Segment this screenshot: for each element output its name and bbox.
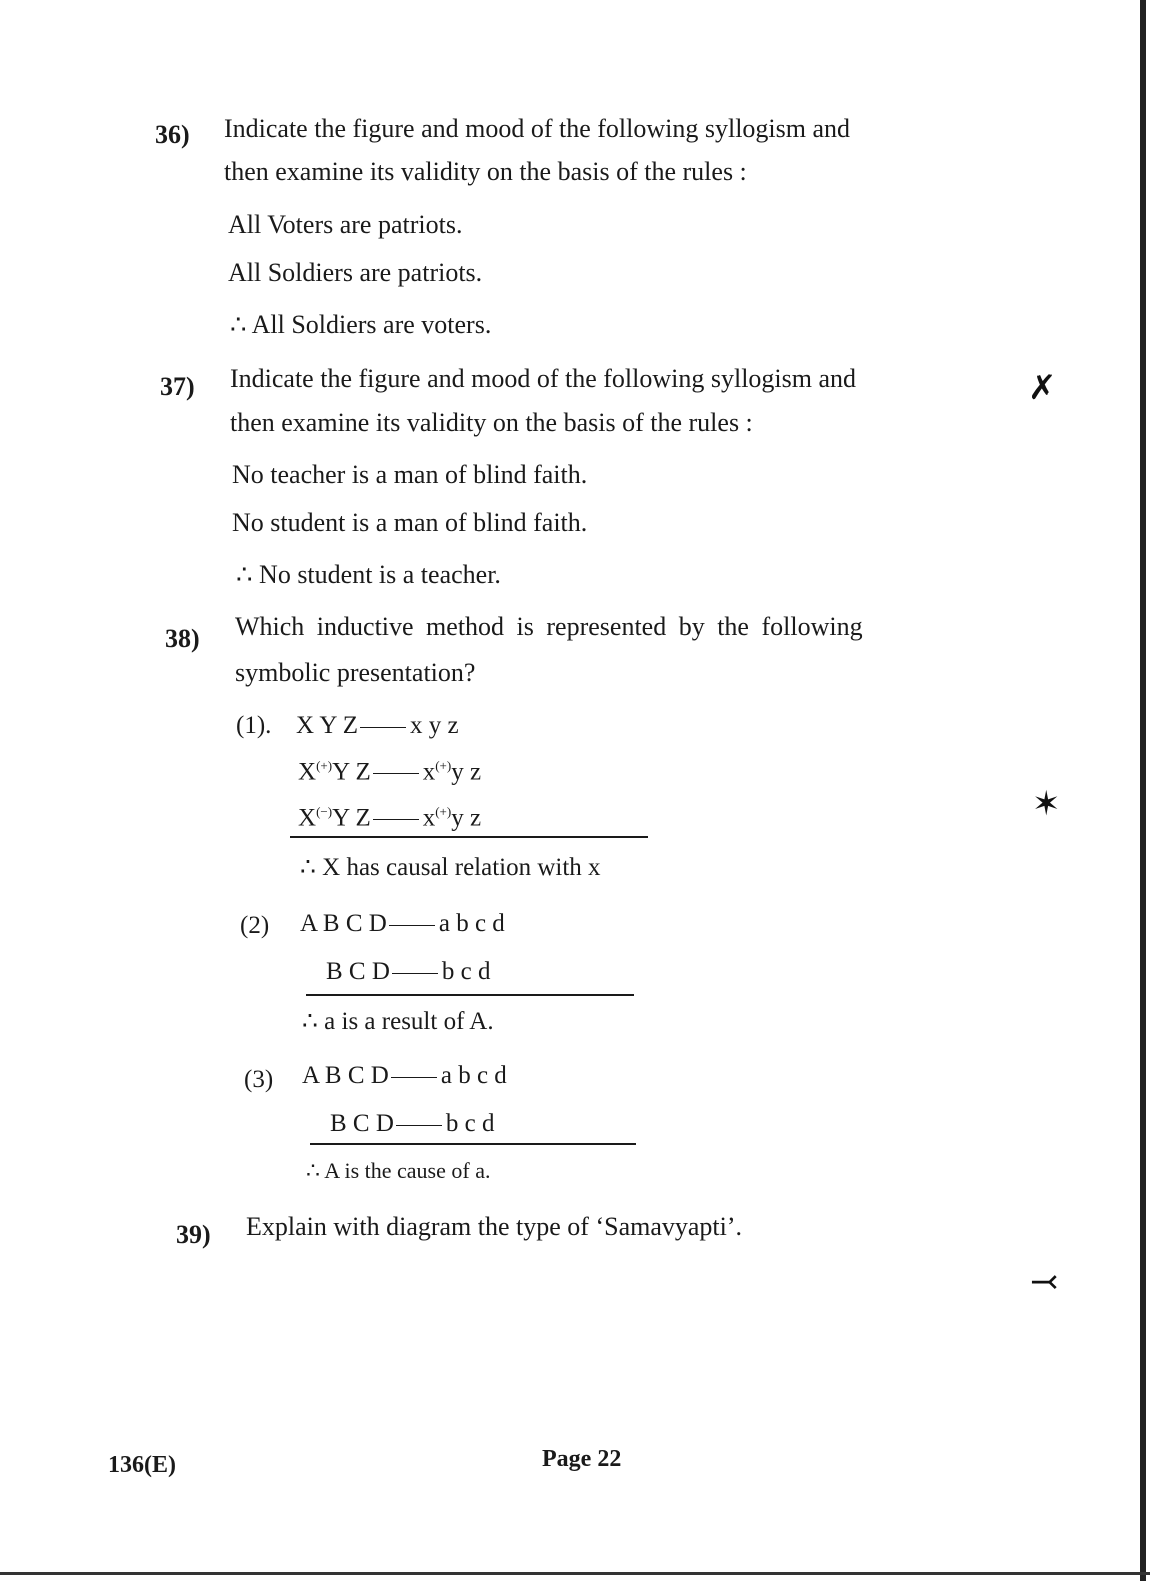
row-left: X <box>298 758 317 786</box>
method-label: (3) <box>244 1066 274 1093</box>
dash-icon <box>392 973 438 974</box>
row-right: a b c d <box>438 910 505 937</box>
dash-icon <box>360 727 406 728</box>
row-right: y z <box>451 758 482 786</box>
page-number: Page 22 <box>542 1446 622 1472</box>
row-left: A B C D <box>300 910 387 937</box>
row-left: Y Z <box>332 804 371 832</box>
conclusion-rule <box>290 836 648 838</box>
conclusion: ∴ X has causal relation with x <box>300 854 601 881</box>
conclusion-rule <box>310 1143 636 1145</box>
premise: No student is a man of blind faith. <box>232 508 588 537</box>
symbolic-row <box>298 804 481 832</box>
symbolic-row <box>330 1110 495 1138</box>
question-number: 36) <box>155 120 190 149</box>
bottom-edge <box>0 1572 1150 1575</box>
row-left: X <box>298 804 317 832</box>
conclusion: ∴ a is a result of A. <box>302 1008 494 1035</box>
question-text: Indicate the figure and mood of the following syllogism and <box>230 364 857 393</box>
method-label: (1). <box>236 712 272 739</box>
sign-superscript: (+) <box>435 758 452 773</box>
row-left: A B C D <box>302 1062 389 1089</box>
symbolic-row <box>300 910 505 938</box>
speck-mark-icon: ✶ <box>1032 786 1061 823</box>
row-right: b c d <box>441 958 491 985</box>
speck-mark-icon: ✗ <box>1028 370 1057 407</box>
row-right: x <box>422 804 436 832</box>
question-text: then examine its validity on the basis of the rules : <box>230 408 753 437</box>
speck-mark-icon: ⤙ <box>1030 1264 1059 1301</box>
row-right: b c d <box>445 1110 495 1137</box>
row-left: Y Z <box>332 758 371 786</box>
row-right: x y z <box>410 712 459 739</box>
dash-icon <box>391 1077 437 1078</box>
question-number: 38) <box>165 624 200 653</box>
question-text: Explain with diagram the type of ‘Samavyapti’. <box>246 1212 743 1241</box>
dash-icon <box>389 925 435 926</box>
question-text: symbolic presentation? <box>235 658 476 687</box>
conclusion: ∴ A is the cause of a. <box>306 1158 491 1183</box>
conclusion: ∴ All Soldiers are voters. <box>230 310 492 339</box>
conclusion: ∴ No student is a teacher. <box>236 560 501 589</box>
row-right: x <box>422 758 436 786</box>
paper-code: 136(E) <box>108 1452 176 1478</box>
dash-icon <box>373 773 419 774</box>
sign-superscript: (+) <box>435 804 452 819</box>
question-number: 39) <box>176 1220 211 1249</box>
symbolic-row <box>302 1062 507 1090</box>
dash-icon <box>396 1125 442 1126</box>
sign-superscript: (−) <box>316 804 333 819</box>
question-text: Indicate the figure and mood of the following syllogism and <box>224 114 851 143</box>
sign-superscript: (+) <box>316 758 333 773</box>
symbolic-row <box>326 958 491 986</box>
conclusion-rule <box>306 994 634 996</box>
symbolic-row <box>298 758 481 786</box>
premise: All Soldiers are patriots. <box>228 258 483 287</box>
row-right: a b c d <box>440 1062 507 1089</box>
premise: All Voters are patriots. <box>228 210 463 239</box>
symbolic-row <box>296 712 459 740</box>
question-text: Which inductive method is represented by the following <box>235 612 863 641</box>
premise: No teacher is a man of blind faith. <box>232 460 588 489</box>
method-label: (2) <box>240 912 270 939</box>
row-left: B C D <box>330 1110 394 1137</box>
question-text: then examine its validity on the basis of the rules : <box>224 157 747 186</box>
question-number: 37) <box>160 372 195 401</box>
row-left: B C D <box>326 958 390 985</box>
row-right: y z <box>451 804 482 832</box>
row-left: X Y Z <box>296 712 359 739</box>
dash-icon <box>373 819 419 820</box>
